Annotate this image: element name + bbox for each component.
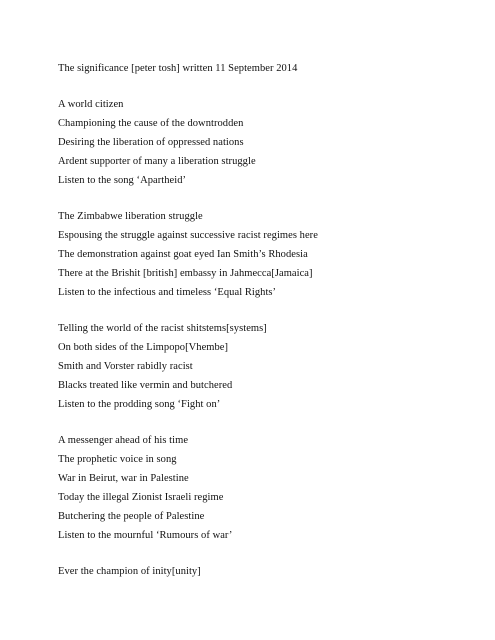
stanza-1 — [58, 95, 478, 190]
poem-line: Butchering the people of Palestine — [58, 511, 205, 522]
poem-line: War in Beirut, war in Palestine — [58, 473, 189, 484]
poem-line: Listen to the song ‘Apartheid’ — [58, 175, 187, 186]
poem-line: The Zimbabwe liberation struggle — [58, 211, 203, 222]
poem-line: Listen to the mournful ‘Rumours of war’ — [58, 530, 233, 541]
poem-line: The prophetic voice in song — [58, 454, 177, 465]
poem-line: Ever the champion of inity[unity] — [58, 566, 201, 577]
stanza-4 — [58, 431, 478, 545]
poem-line: There at the Brishit [british] embassy in Jahmecca[Jamaica] — [58, 268, 313, 279]
poem-line: Espousing the struggle against successive racist regimes here — [58, 230, 318, 241]
stanza-3 — [58, 319, 478, 414]
poem-line: A world citizen — [58, 99, 124, 110]
poem-line: Today the illegal Zionist Israeli regime — [58, 492, 224, 503]
poem-line: Listen to the prodding song ‘Fight on’ — [58, 399, 221, 410]
poem-line: On both sides of the Limpopo[Vhembe] — [58, 342, 229, 353]
poem-line: Listen to the infectious and timeless ‘Equal Rights’ — [58, 287, 277, 298]
poem-line: Championing the cause of the downtrodden — [58, 118, 244, 129]
poem-line: Desiring the liberation of oppressed nations — [58, 137, 244, 148]
stanza-2 — [58, 207, 478, 302]
poem-title: The significance [peter tosh] written 11 September 2014 — [58, 63, 298, 74]
poem-line: A messenger ahead of his time — [58, 435, 189, 446]
poem-line: Smith and Vorster rabidly racist — [58, 361, 193, 372]
poem-line: Blacks treated like vermin and butchered — [58, 380, 233, 391]
poem-line: The demonstration against goat eyed Ian Smith’s Rhodesia — [58, 249, 308, 260]
poem-body — [58, 59, 478, 598]
stanza-5 — [58, 562, 478, 581]
poem-line: Telling the world of the racist shitstems[systems] — [58, 323, 267, 334]
poem-line: Ardent supporter of many a liberation struggle — [58, 156, 256, 167]
